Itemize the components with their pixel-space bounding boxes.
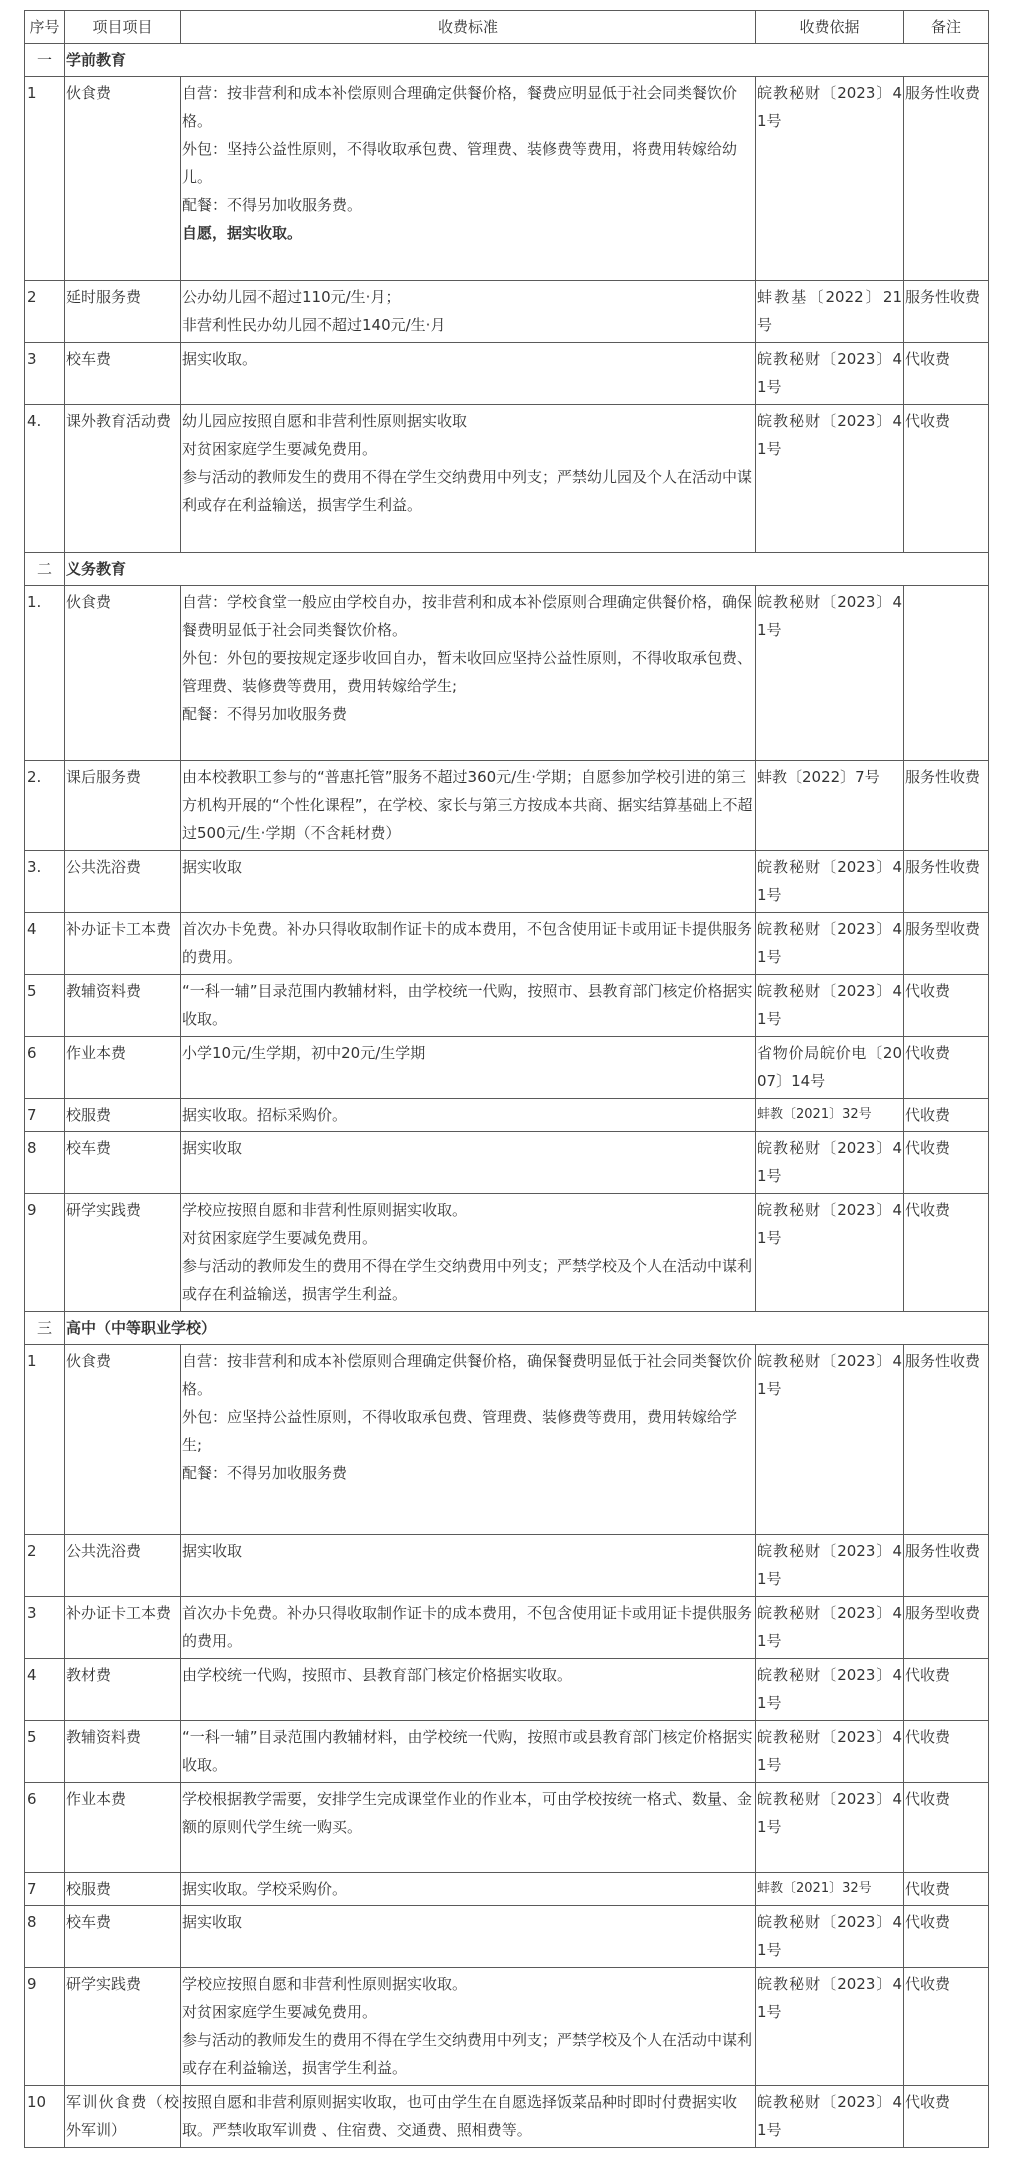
fee-remark: 代收费 xyxy=(904,2086,989,2148)
fee-remark: 服务性收费 xyxy=(904,1345,989,1535)
fee-remark: 服务性收费 xyxy=(904,281,989,343)
standard-line: 据实收取 xyxy=(182,858,243,876)
fee-remark: 代收费 xyxy=(904,1968,989,2086)
item-name: 军训伙食费（校外军训） xyxy=(65,2086,181,2148)
fee-standard xyxy=(181,1345,756,1535)
row-number: 4 xyxy=(25,1659,65,1721)
table-row xyxy=(25,1906,989,1968)
table-row xyxy=(25,77,989,281)
fee-remark: 代收费 xyxy=(904,1906,989,1968)
fee-standard xyxy=(181,343,756,405)
fee-standard xyxy=(181,913,756,975)
standard-line: 据实收取 xyxy=(182,1913,243,1931)
standard-line: 参与活动的教师发生的费用不得在学生交纳费用中列支；严禁学校及个人在活动中谋利或存在利益输送，损害学生利益。 xyxy=(182,2031,753,2077)
table-row xyxy=(25,343,989,405)
item-name: 校服费 xyxy=(65,1099,181,1132)
header-item: 项目项目 xyxy=(65,11,181,44)
table-row xyxy=(25,2086,989,2148)
fee-standard xyxy=(181,1968,756,2086)
table-body xyxy=(25,44,989,2148)
table-row xyxy=(25,761,989,851)
fee-standard xyxy=(181,1132,756,1194)
fee-standard xyxy=(181,1783,756,1873)
fee-standard xyxy=(181,851,756,913)
standard-line: 自营：按非营利和成本补偿原则合理确定供餐价格，餐费应明显低于社会同类餐饮价格。 xyxy=(182,84,738,130)
standard-line: 外包：应坚持公益性原则，不得收取承包费、管理费、装修费等费用，费用转嫁给学生; xyxy=(182,1408,738,1454)
fee-basis: 皖教秘财〔2023〕41号 xyxy=(756,1132,904,1194)
table-row xyxy=(25,1721,989,1783)
standard-line: 据实收取。学校采购价。 xyxy=(182,1880,348,1898)
fee-document xyxy=(24,10,988,2148)
fee-basis: 皖教秘财〔2023〕41号 xyxy=(756,1535,904,1597)
item-name: 补办证卡工本费 xyxy=(65,913,181,975)
section-number: 三 xyxy=(25,1312,65,1345)
fee-remark: 代收费 xyxy=(904,405,989,553)
table-row xyxy=(25,1659,989,1721)
table-row xyxy=(25,975,989,1037)
fee-remark xyxy=(904,586,989,761)
header-remark: 备注 xyxy=(904,11,989,44)
item-name: 课外教育活动费 xyxy=(65,405,181,553)
fee-basis: 蚌教基〔2022〕21号 xyxy=(756,281,904,343)
item-name: 教材费 xyxy=(65,1659,181,1721)
standard-line: 参与活动的教师发生的费用不得在学生交纳费用中列支；严禁幼儿园及个人在活动中谋利或存在利益输送，损害学生利益。 xyxy=(182,468,753,514)
fee-remark: 代收费 xyxy=(904,1132,989,1194)
fee-basis: 皖教秘财〔2023〕41号 xyxy=(756,1906,904,1968)
section-row xyxy=(25,44,989,77)
fee-remark: 代收费 xyxy=(904,1659,989,1721)
section-title: 学前教育 xyxy=(65,44,989,77)
standard-line: 首次办卡免费。补办只得收取制作证卡的成本费用，不包含使用证卡或用证卡提供服务的费用。 xyxy=(182,920,753,966)
fee-remark: 代收费 xyxy=(904,1037,989,1099)
fee-remark: 服务型收费 xyxy=(904,1597,989,1659)
fee-standard xyxy=(181,975,756,1037)
fee-basis: 皖教秘财〔2023〕41号 xyxy=(756,851,904,913)
table-row xyxy=(25,405,989,553)
row-number: 2. xyxy=(25,761,65,851)
table-row xyxy=(25,1597,989,1659)
item-name: 校服费 xyxy=(65,1873,181,1906)
standard-line: 据实收取。招标采购价。 xyxy=(182,1106,348,1124)
row-number: 6 xyxy=(25,1783,65,1873)
standard-line: 由学校统一代购，按照市、县教育部门核定价格据实收取。 xyxy=(182,1666,573,1684)
standard-line: 学校应按照自愿和非营利性原则据实收取。 xyxy=(182,1201,468,1219)
fee-standard xyxy=(181,1099,756,1132)
fee-basis: 皖教秘财〔2023〕41号 xyxy=(756,1721,904,1783)
standard-line: 幼儿园应按照自愿和非营利性原则据实收取 xyxy=(182,412,468,430)
fee-remark: 代收费 xyxy=(904,975,989,1037)
fee-standard xyxy=(181,1037,756,1099)
item-name: 公共洗浴费 xyxy=(65,1535,181,1597)
fee-remark: 服务性收费 xyxy=(904,851,989,913)
table-row xyxy=(25,1345,989,1535)
fee-standard xyxy=(181,2086,756,2148)
standard-line: 学校应按照自愿和非营利性原则据实收取。 xyxy=(182,1975,468,1993)
row-number: 4. xyxy=(25,405,65,553)
standard-line: 据实收取 xyxy=(182,1542,243,1560)
row-number: 8 xyxy=(25,1906,65,1968)
standard-line: 配餐：不得另加收服务费 xyxy=(182,705,348,723)
item-name: 教辅资料费 xyxy=(65,1721,181,1783)
section-row xyxy=(25,1312,989,1345)
standard-line: 小学10元/生学期，初中20元/生学期 xyxy=(182,1044,426,1062)
table-row xyxy=(25,1535,989,1597)
item-name: 补办证卡工本费 xyxy=(65,1597,181,1659)
item-name: 校车费 xyxy=(65,343,181,405)
item-name: 校车费 xyxy=(65,1906,181,1968)
item-name: 作业本费 xyxy=(65,1037,181,1099)
fee-standard xyxy=(181,77,756,281)
row-number: 9 xyxy=(25,1194,65,1312)
fee-remark: 代收费 xyxy=(904,1783,989,1873)
row-number: 9 xyxy=(25,1968,65,2086)
table-row xyxy=(25,1873,989,1906)
fee-basis: 皖教秘财〔2023〕41号 xyxy=(756,1194,904,1312)
standard-line: 据实收取。 xyxy=(182,350,258,368)
fee-remark: 代收费 xyxy=(904,1873,989,1906)
fee-basis: 蚌教〔2021〕32号 xyxy=(756,1873,904,1906)
standard-line: 非营利性民办幼儿园不超过140元/生·月 xyxy=(182,316,446,334)
standard-line: 由本校教职工参与的“普惠托管”服务不超过360元/生·学期；自愿参加学校引进的第三方机构开展的“个性化课程”，在学校、家长与第三方按成本共商、据实结算基础上不超过500元/生·学期（不含耗材费） xyxy=(182,768,753,842)
header-basis: 收费依据 xyxy=(756,11,904,44)
standard-line: 配餐：不得另加收服务费。 xyxy=(182,196,363,214)
row-number: 7 xyxy=(25,1099,65,1132)
standard-line: 外包：坚持公益性原则，不得收取承包费、管理费、装修费等费用，将费用转嫁给幼儿。 xyxy=(182,140,738,186)
fee-basis: 省物价局皖价电〔2007〕14号 xyxy=(756,1037,904,1099)
section-number: 一 xyxy=(25,44,65,77)
fee-remark: 服务性收费 xyxy=(904,761,989,851)
standard-line: “一科一辅”目录范围内教辅材料，由学校统一代购，按照市或县教育部门核定价格据实收取。 xyxy=(182,1728,753,1774)
item-name: 公共洗浴费 xyxy=(65,851,181,913)
table-row xyxy=(25,851,989,913)
standard-line: “一科一辅”目录范围内教辅材料，由学校统一代购，按照市、县教育部门核定价格据实收取。 xyxy=(182,982,753,1028)
fee-basis: 皖教秘财〔2023〕41号 xyxy=(756,405,904,553)
row-number: 2 xyxy=(25,1535,65,1597)
item-name: 校车费 xyxy=(65,1132,181,1194)
row-number: 2 xyxy=(25,281,65,343)
item-name: 研学实践费 xyxy=(65,1968,181,2086)
row-number: 4 xyxy=(25,913,65,975)
fee-standard xyxy=(181,281,756,343)
fee-standard xyxy=(181,1194,756,1312)
row-number: 5 xyxy=(25,1721,65,1783)
section-title: 义务教育 xyxy=(65,553,989,586)
fee-basis: 皖教秘财〔2023〕41号 xyxy=(756,586,904,761)
section-title: 高中（中等职业学校） xyxy=(65,1312,989,1345)
fee-basis: 蚌教〔2022〕7号 xyxy=(756,761,904,851)
section-row xyxy=(25,553,989,586)
fee-standard xyxy=(181,1906,756,1968)
table-row xyxy=(25,1968,989,2086)
section-number: 二 xyxy=(25,553,65,586)
fee-remark: 服务性收费 xyxy=(904,1535,989,1597)
row-number: 5 xyxy=(25,975,65,1037)
item-name: 伙食费 xyxy=(65,586,181,761)
fee-basis: 皖教秘财〔2023〕41号 xyxy=(756,913,904,975)
standard-line: 配餐：不得另加收服务费 xyxy=(182,1464,348,1482)
header-seq: 序号 xyxy=(25,11,65,44)
standard-line: 首次办卡免费。补办只得收取制作证卡的成本费用，不包含使用证卡或用证卡提供服务的费用。 xyxy=(182,1604,753,1650)
item-name: 教辅资料费 xyxy=(65,975,181,1037)
row-number: 10 xyxy=(25,2086,65,2148)
fee-standard xyxy=(181,761,756,851)
fee-remark: 服务性收费 xyxy=(904,77,989,281)
fee-standard xyxy=(181,1873,756,1906)
row-number: 3. xyxy=(25,851,65,913)
row-number: 6 xyxy=(25,1037,65,1099)
standard-line: 参与活动的教师发生的费用不得在学生交纳费用中列支；严禁学校及个人在活动中谋利或存在利益输送，损害学生利益。 xyxy=(182,1257,753,1303)
row-number: 1. xyxy=(25,586,65,761)
standard-line: 学校根据教学需要，安排学生完成课堂作业的作业本，可由学校按统一格式、数量、金额的原则代学生统一购买。 xyxy=(182,1790,753,1836)
standard-line: 按照自愿和非营利原则据实收取，也可由学生在自愿选择饭菜品种时即时付费据实收取。严禁收取军训费 、住宿费、交通费、照相费等。 xyxy=(182,2093,738,2139)
fee-basis: 皖教秘财〔2023〕41号 xyxy=(756,2086,904,2148)
fee-remark: 代收费 xyxy=(904,343,989,405)
row-number: 3 xyxy=(25,343,65,405)
fee-standard xyxy=(181,1535,756,1597)
header-standard: 收费标准 xyxy=(181,11,756,44)
standard-line: 对贫困家庭学生要减免费用。 xyxy=(182,2003,378,2021)
table-row xyxy=(25,1037,989,1099)
standard-line: 自愿，据实收取。 xyxy=(182,224,303,242)
item-name: 伙食费 xyxy=(65,1345,181,1535)
fee-basis: 皖教秘财〔2023〕41号 xyxy=(756,1659,904,1721)
fee-basis: 皖教秘财〔2023〕41号 xyxy=(756,1783,904,1873)
table-row xyxy=(25,1099,989,1132)
table-row xyxy=(25,1783,989,1873)
fee-remark: 代收费 xyxy=(904,1194,989,1312)
item-name: 课后服务费 xyxy=(65,761,181,851)
fee-basis: 皖教秘财〔2023〕41号 xyxy=(756,975,904,1037)
fee-basis: 皖教秘财〔2023〕41号 xyxy=(756,1968,904,2086)
fee-standard xyxy=(181,1721,756,1783)
standard-line: 公办幼儿园不超过110元/生·月； xyxy=(182,288,401,306)
table-row xyxy=(25,1132,989,1194)
item-name: 伙食费 xyxy=(65,77,181,281)
fee-standard xyxy=(181,586,756,761)
table-row xyxy=(25,1194,989,1312)
item-name: 研学实践费 xyxy=(65,1194,181,1312)
row-number: 7 xyxy=(25,1873,65,1906)
row-number: 3 xyxy=(25,1597,65,1659)
fee-basis: 皖教秘财〔2023〕41号 xyxy=(756,77,904,281)
standard-line: 外包：外包的要按规定逐步收回自办，暂未收回应坚持公益性原则，不得收取承包费、管理费、装修费等费用，费用转嫁给学生; xyxy=(182,649,753,695)
fee-table xyxy=(24,10,989,2148)
standard-line: 据实收取 xyxy=(182,1139,243,1157)
item-name: 延时服务费 xyxy=(65,281,181,343)
fee-basis: 皖教秘财〔2023〕41号 xyxy=(756,343,904,405)
row-number: 1 xyxy=(25,77,65,281)
fee-standard xyxy=(181,405,756,553)
table-row xyxy=(25,586,989,761)
fee-standard xyxy=(181,1597,756,1659)
table-row xyxy=(25,281,989,343)
standard-line: 自营：按非营利和成本补偿原则合理确定供餐价格，确保餐费明显低于社会同类餐饮价格。 xyxy=(182,1352,753,1398)
table-header-row xyxy=(25,11,989,44)
fee-remark: 代收费 xyxy=(904,1721,989,1783)
row-number: 8 xyxy=(25,1132,65,1194)
standard-line: 对贫困家庭学生要减免费用。 xyxy=(182,1229,378,1247)
standard-line: 对贫困家庭学生要减免费用。 xyxy=(182,440,378,458)
item-name: 作业本费 xyxy=(65,1783,181,1873)
table-row xyxy=(25,913,989,975)
fee-remark: 服务型收费 xyxy=(904,913,989,975)
fee-standard xyxy=(181,1659,756,1721)
fee-basis: 皖教秘财〔2023〕41号 xyxy=(756,1345,904,1535)
standard-line: 自营：学校食堂一般应由学校自办，按非营利和成本补偿原则合理确定供餐价格，确保餐费明显低于社会同类餐饮价格。 xyxy=(182,593,753,639)
fee-remark: 代收费 xyxy=(904,1099,989,1132)
fee-basis: 皖教秘财〔2023〕41号 xyxy=(756,1597,904,1659)
row-number: 1 xyxy=(25,1345,65,1535)
fee-basis: 蚌教〔2021〕32号 xyxy=(756,1099,904,1132)
